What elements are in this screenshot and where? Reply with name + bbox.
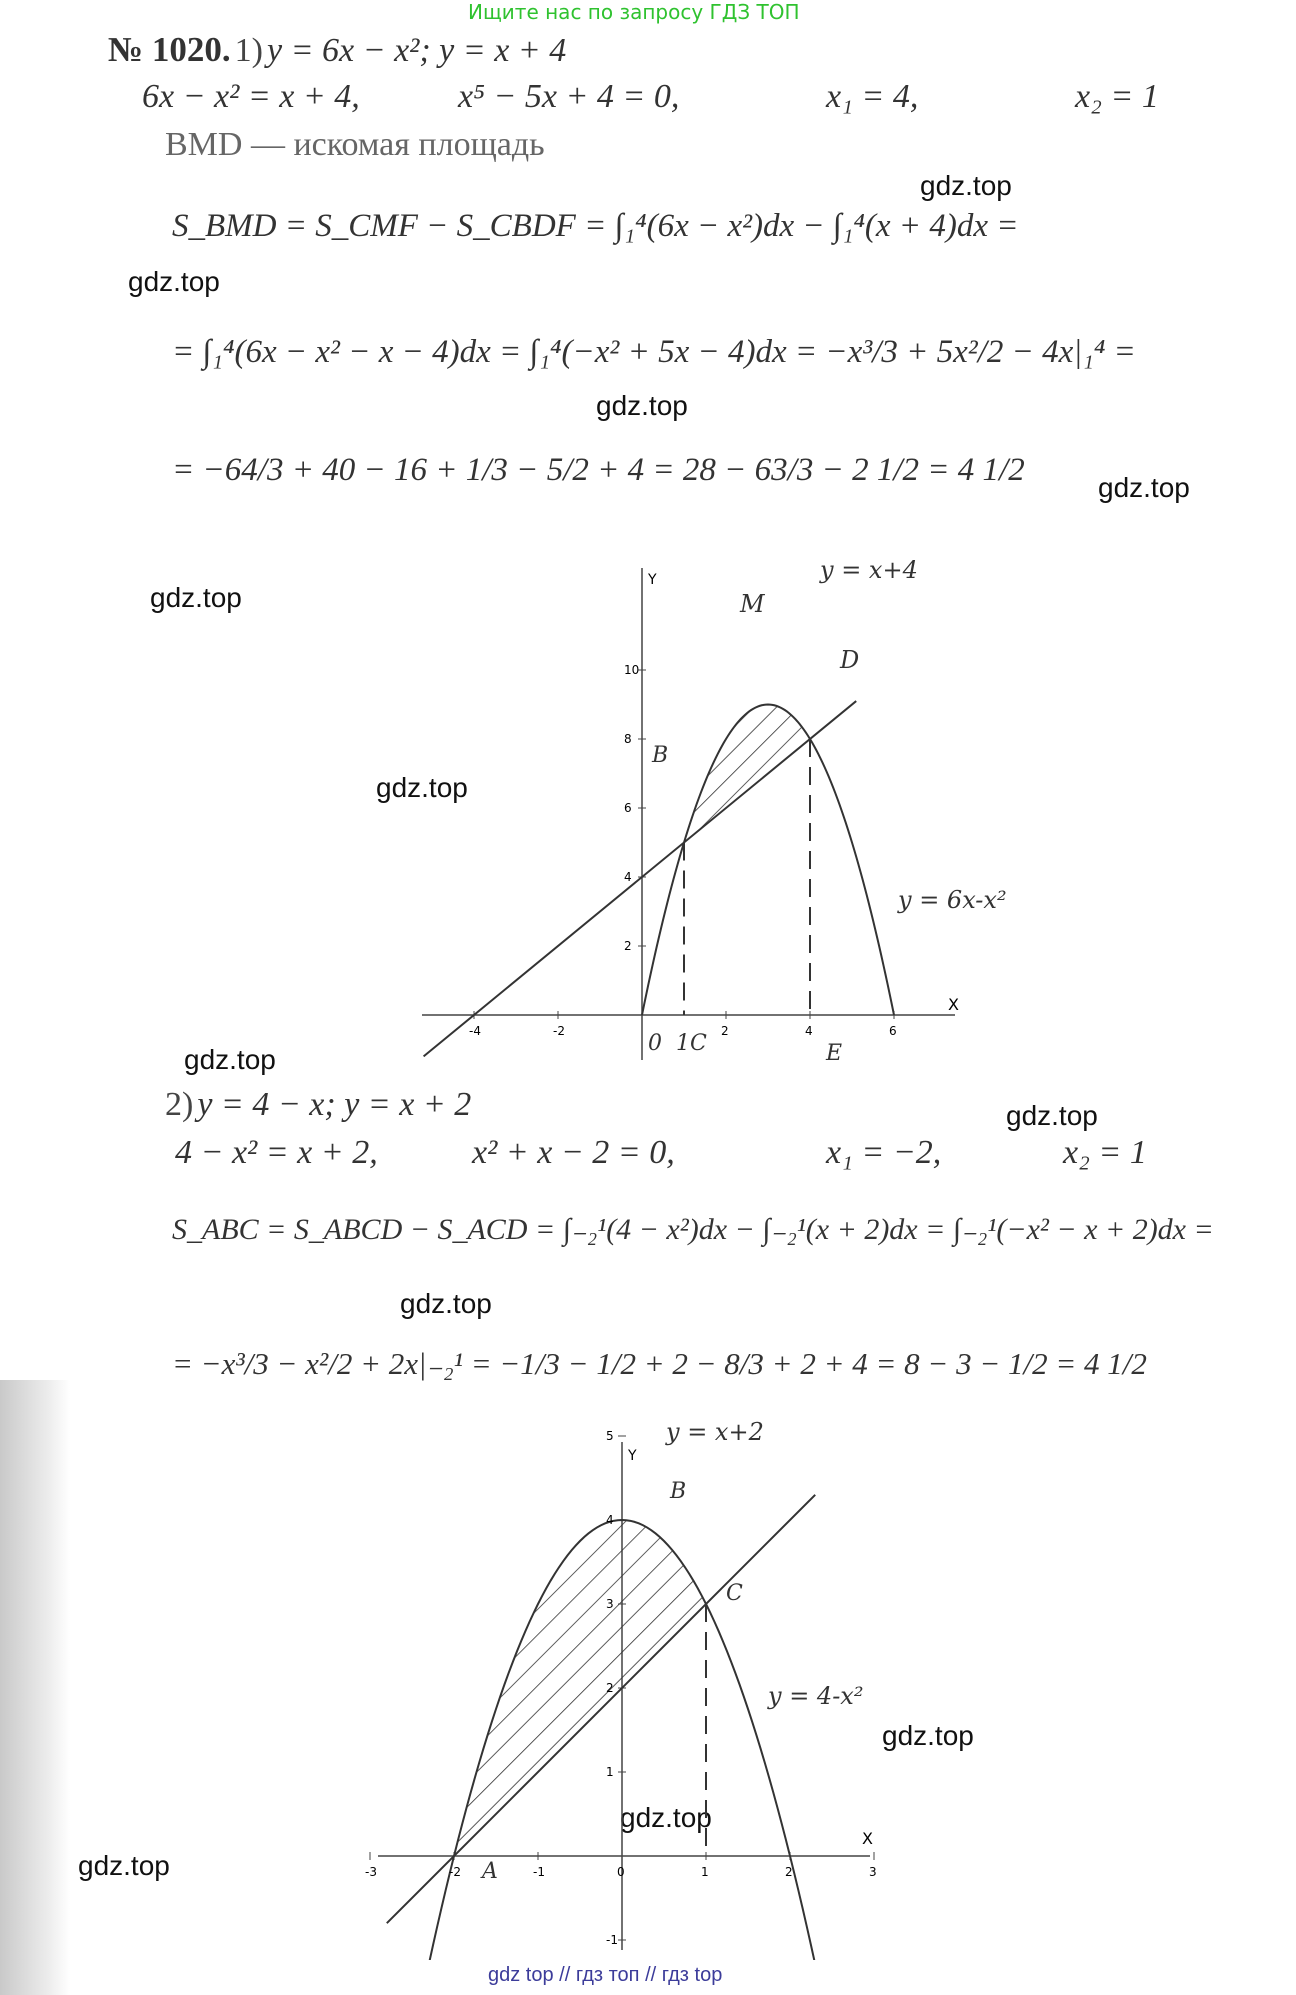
watermark[interactable]: gdz.top — [376, 772, 468, 803]
parabola-equation-label: y = 6x-x² — [898, 886, 1007, 914]
part2-label: 2) — [165, 1086, 194, 1123]
y-axis-label: Y — [628, 1448, 637, 1464]
part1-quadratic: x⁵ − 5x + 4 = 0, — [458, 78, 680, 115]
line-y-x-plus-4 — [424, 701, 857, 1056]
graph-1 — [400, 540, 1007, 1080]
x-tick-label: -2 — [449, 1865, 461, 1879]
graph-1-axes — [422, 568, 955, 1060]
watermark[interactable]: gdz.top — [150, 582, 242, 613]
scan-shadow — [0, 1380, 70, 1995]
watermark[interactable]: gdz.top — [400, 1288, 492, 1319]
part1-equation: 6x − x² = x + 4, — [142, 78, 360, 115]
x-tick-label: 2 — [721, 1024, 729, 1038]
y-tick-label: 1 — [606, 1765, 614, 1779]
part2-header — [165, 1086, 471, 1124]
line-equation-label: y = x+4 — [820, 556, 918, 584]
part1-description: BMD — искомая площадь — [165, 126, 545, 163]
x-tick-label: -3 — [365, 1865, 377, 1879]
point-a-label: A — [482, 1859, 498, 1884]
watermark[interactable]: gdz.top — [128, 266, 220, 297]
watermark[interactable]: gdz.top — [596, 390, 688, 421]
watermark[interactable]: gdz.top — [184, 1044, 276, 1075]
x-axis-label: X — [948, 995, 959, 1014]
y-tick-label: 4 — [624, 870, 632, 884]
part2-root-2: x₂ = 1 — [1063, 1134, 1147, 1171]
y-tick-label: 3 — [606, 1597, 614, 1611]
point-b-label: B — [670, 1479, 687, 1504]
point-d-label: D — [840, 646, 860, 674]
part1-integral-2: = ∫₁⁴(6x − x² − x − 4)dx = ∫₁⁴(−x² + 5x − 4)dx = −x³/3 + 5x²/2 − 4x|₁⁴ = — [172, 334, 1136, 370]
y-tick-label: 2 — [606, 1681, 614, 1695]
x-tick-label: -1 — [533, 1865, 545, 1879]
watermark[interactable]: gdz.top — [920, 170, 1012, 201]
shaded-area — [684, 705, 810, 843]
y-tick-label: 6 — [624, 801, 632, 815]
y-axis-label: Y — [648, 572, 657, 588]
watermark[interactable]: gdz.top — [620, 1802, 712, 1833]
part1-label: 1) — [234, 32, 263, 69]
point-c-label: C — [726, 1581, 743, 1606]
graph-2-plot — [387, 1495, 820, 1984]
watermark[interactable]: gdz.top — [882, 1720, 974, 1751]
part1-result: = −64/3 + 40 − 16 + 1/3 − 5/2 + 4 = 28 − 63/3 − 2 1/2 = 4 1/2 — [172, 452, 1025, 488]
y-tick-label: 8 — [624, 732, 632, 746]
x-tick-label: -2 — [553, 1024, 565, 1038]
x-tick-label: 4 — [805, 1024, 813, 1038]
point-o-label: 0 — [648, 1031, 662, 1056]
part2-quadratic: x² + x − 2 = 0, — [472, 1134, 675, 1171]
problem-header — [108, 30, 566, 70]
watermark[interactable]: gdz.top — [1006, 1100, 1098, 1131]
graph-1-labels — [469, 556, 1007, 1066]
x-tick-label: 2 — [785, 1865, 793, 1879]
shaded-area — [454, 1520, 706, 1856]
part1-integral-1: S_BMD = S_CMF − S_CBDF = ∫₁⁴(6x − x²)dx − ∫₁⁴(x + 4)dx = — [172, 208, 1019, 244]
point-c-label: 1C — [676, 1031, 707, 1056]
part1-root-2: x₂ = 1 — [1075, 78, 1159, 115]
x-tick-label: 0 — [617, 1865, 625, 1879]
y-tick-label: 10 — [624, 663, 640, 677]
parabola-equation-label: y = 4-x² — [768, 1682, 864, 1710]
watermark[interactable]: gdz.top — [78, 1850, 170, 1881]
y-tick-label: 5 — [606, 1429, 614, 1443]
x-tick-label: -4 — [469, 1024, 481, 1038]
x-tick-label: 1 — [701, 1865, 709, 1879]
x-tick-label: 3 — [869, 1865, 877, 1879]
point-e-label: E — [826, 1041, 843, 1066]
line-equation-label: y = x+2 — [666, 1418, 764, 1446]
graph-2 — [365, 1418, 890, 1960]
point-m-label: M — [740, 590, 765, 618]
part2-result: = −x³/3 − x²/2 + 2x|₋₂¹ = −1/3 − 1/2 + 2 − 8/3 + 2 + 4 = 8 − 3 − 1/2 = 4 1/2 — [172, 1346, 1147, 1381]
y-tick-label: 4 — [606, 1513, 614, 1527]
part1-given: y = 6x − x²; y = x + 4 — [267, 32, 567, 69]
problem-number: № 1020. — [108, 30, 231, 69]
part2-root-1: x₁ = −2, — [826, 1134, 942, 1171]
x-tick-label: 6 — [889, 1024, 897, 1038]
watermark[interactable]: gdz.top — [1098, 472, 1190, 503]
y-tick-label: 2 — [624, 939, 632, 953]
search-banner[interactable]: Ищите нас по запросу ГДЗ ТОП — [468, 0, 800, 24]
part2-given: y = 4 − x; y = x + 2 — [197, 1086, 472, 1123]
point-b-label: B — [652, 743, 669, 768]
x-axis-label: X — [862, 1829, 873, 1848]
part1-root-1: x₁ = 4, — [826, 78, 919, 115]
y-tick-label: -1 — [606, 1933, 618, 1947]
part2-equation: 4 − x² = x + 2, — [175, 1134, 378, 1171]
part2-integral-1: S_ABC = S_ABCD − S_ACD = ∫₋₂¹(4 − x²)dx − ∫₋₂¹(x + 2)dx = ∫₋₂¹(−x² − x + 2)dx = — [172, 1213, 1214, 1246]
footer-links[interactable]: gdz top // гдз топ // гдз top — [488, 1964, 723, 1986]
